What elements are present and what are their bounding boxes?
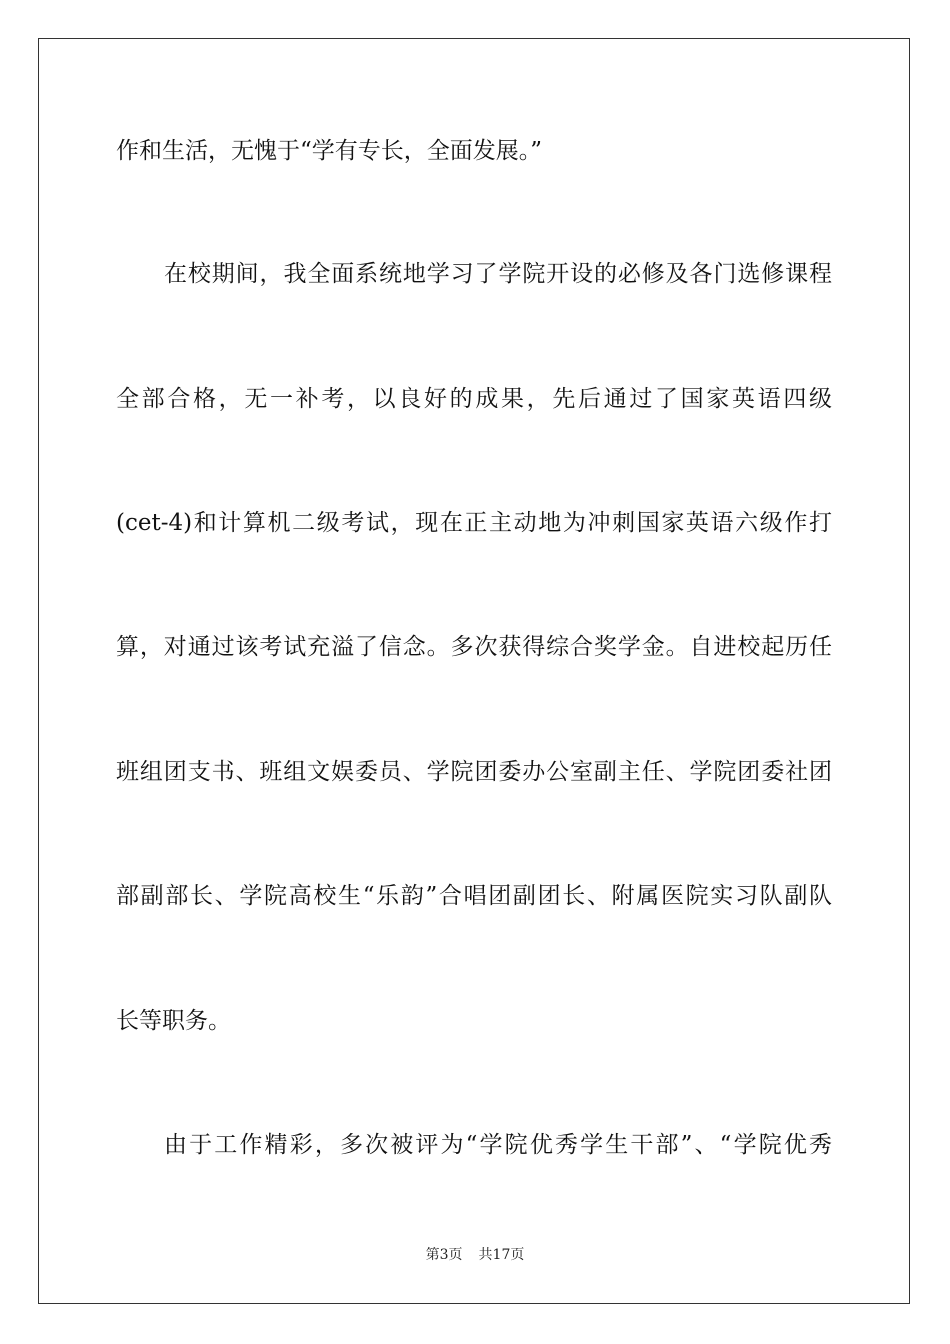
page-border (38, 38, 910, 1304)
text-line-7: 部副部长、学院高校生“乐韵”合唱团副团长、附属医院实习队副队 (116, 883, 832, 909)
text-line-3: 全部合格，无一补考，以良好的成果，先后通过了国家英语四级 (116, 386, 832, 412)
text-line-8: 长等职务。 (116, 1008, 231, 1034)
text-line-9: 由于工作精彩，多次被评为“学院优秀学生干部”、“学院优秀 (164, 1132, 832, 1158)
total-pages: 共17页 (478, 1247, 525, 1263)
page-number: 第3页 (425, 1247, 463, 1263)
text-line-1: 作和生活，无愧于“学有专长，全面发展。” (116, 138, 543, 164)
page-footer (0, 1246, 950, 1264)
text-line-4: (cet-4)和计算机二级考试，现在正主动地为冲刺国家英语六级作打 (116, 510, 832, 536)
text-line-6: 班组团支书、班组文娱委员、学院团委办公室副主任、学院团委社团 (116, 759, 832, 785)
text-line-2: 在校期间，我全面系统地学习了学院开设的必修及各门选修课程 (164, 261, 832, 287)
text-line-5: 算，对通过该考试充溢了信念。多次获得综合奖学金。自进校起历任 (116, 634, 832, 660)
